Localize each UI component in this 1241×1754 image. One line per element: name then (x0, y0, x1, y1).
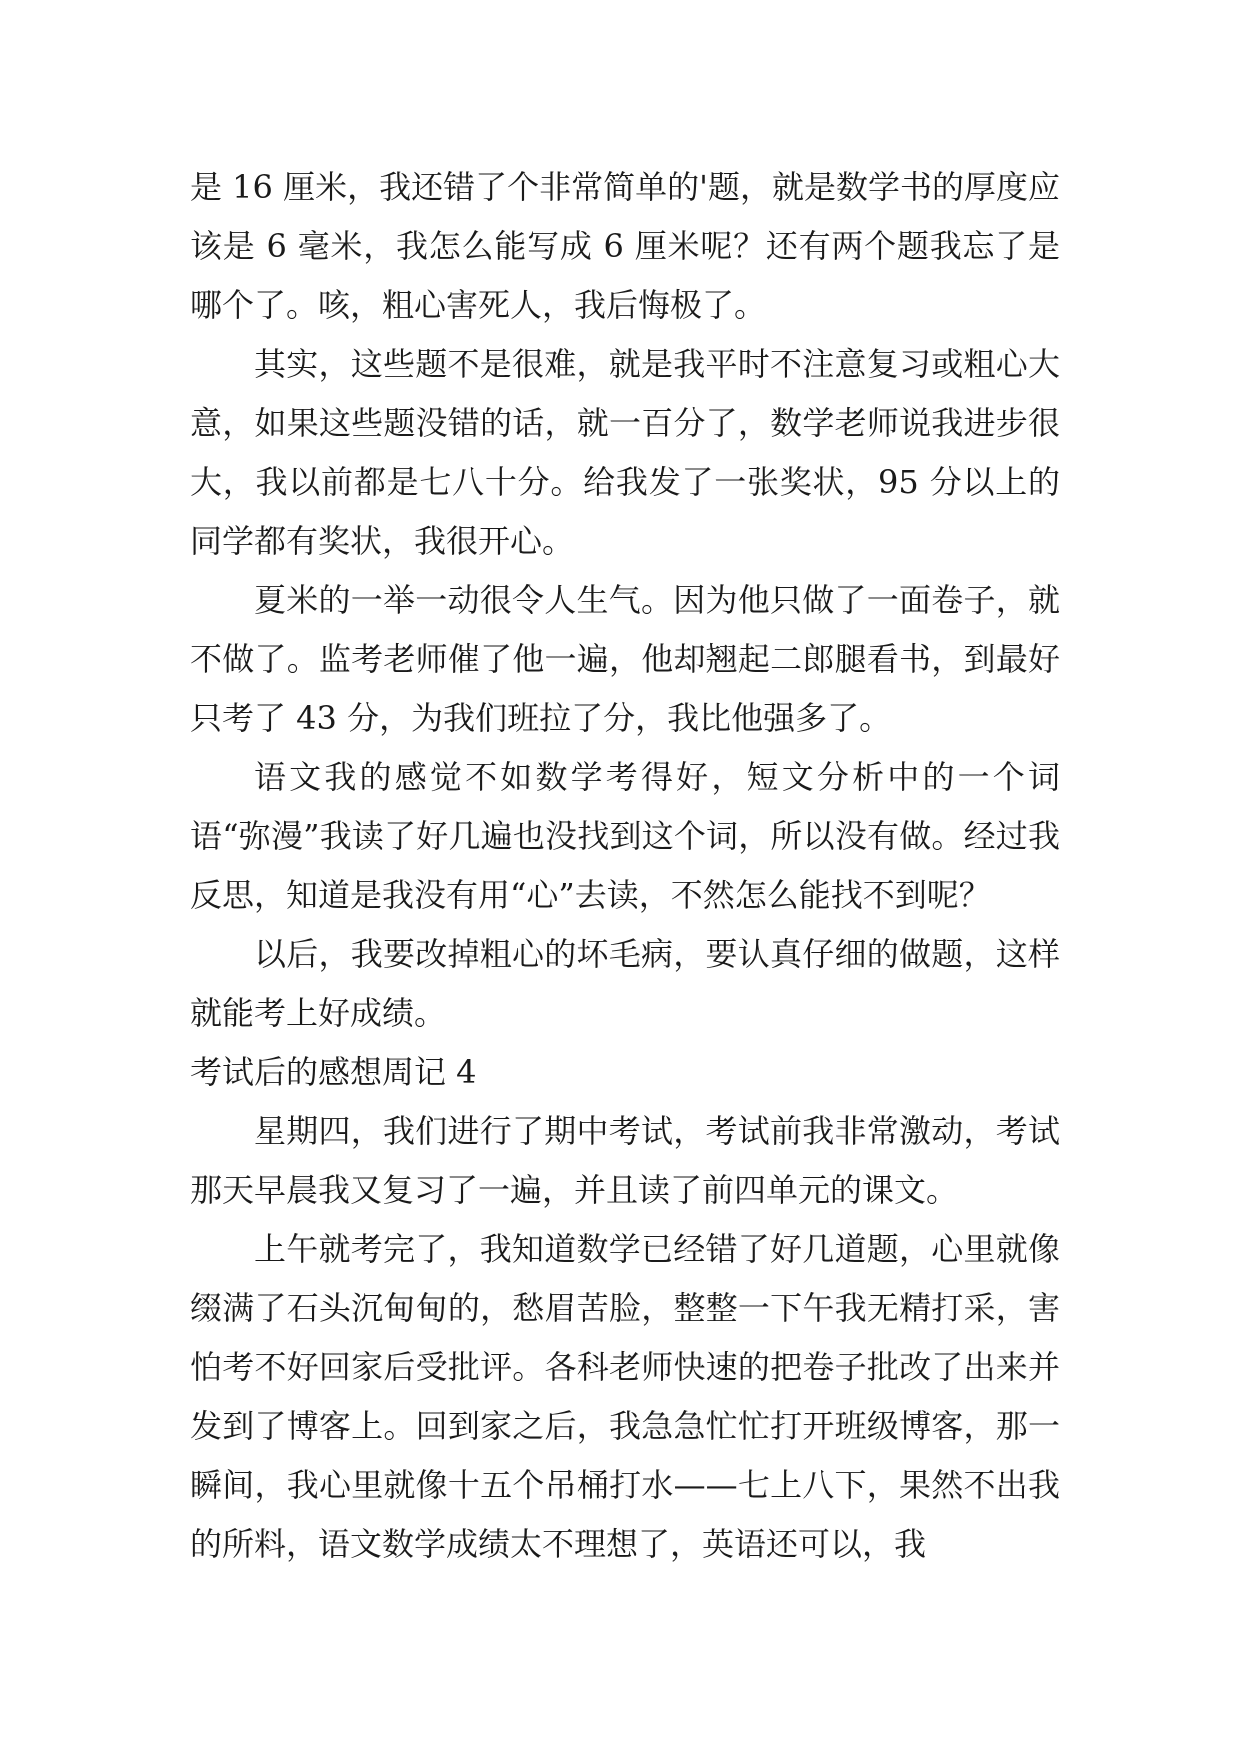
document-body (190, 158, 1060, 1574)
paragraph-7: 上午就考完了，我知道数学已经错了好几道题，心里就像缀满了石头沉甸甸的，愁眉苦脸，整整一下午我无精打采，害怕考不好回家后受批评。各科老师快速的把卷子批改了出来并发到了博客上。回到家之后，我急急忙忙打开班级博客，那一瞬间，我心里就像十五个吊桶打水——七上八下，果然不出我的所料，语文数学成绩太不理想了，英语还可以，我 (190, 1230, 1060, 1563)
paragraph-2: 其实，这些题不是很难，就是我平时不注意复习或粗心大意，如果这些题没错的话，就一百分了，数学老师说我进步很大，我以前都是七八十分。给我发了一张奖状，95 分以上的同学都有奖状，我很开心。 (190, 345, 1060, 560)
section-heading: 考试后的感想周记 4 (190, 1053, 477, 1091)
paragraph-1: 是 16 厘米，我还错了个非常简单的'题，就是数学书的厚度应该是 6 毫米，我怎么能写成 6 厘米呢？还有两个题我忘了是哪个了。咳，粗心害死人，我后悔极了。 (190, 168, 1060, 324)
paragraph-3: 夏米的一举一动很令人生气。因为他只做了一面卷子，就不做了。监考老师催了他一遍，他却翘起二郎腿看书，到最好只考了 43 分，为我们班拉了分，我比他强多了。 (190, 581, 1060, 737)
paragraph-4: 语文我的感觉不如数学考得好，短文分析中的一个词语“弥漫”我读了好几遍也没找到这个词，所以没有做。经过我反思，知道是我没有用“心”去读，不然怎么能找不到呢？ (190, 758, 1060, 914)
paragraph-5: 以后，我要改掉粗心的坏毛病，要认真仔细的做题，这样就能考上好成绩。 (190, 935, 1060, 1032)
paragraph-6: 星期四，我们进行了期中考试，考试前我非常激动，考试那天早晨我又复习了一遍，并且读了前四单元的课文。 (190, 1112, 1060, 1209)
